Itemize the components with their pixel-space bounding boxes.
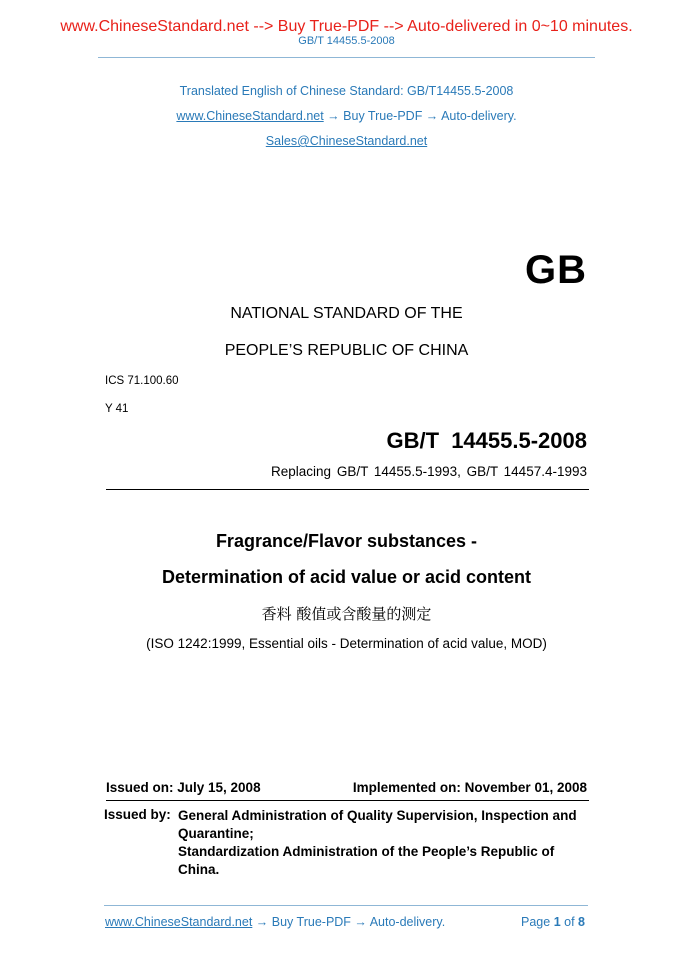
standard-number: GB/T 14455.5-2008 xyxy=(386,428,587,453)
issued-by-label: Issued by: xyxy=(104,807,171,822)
ics-code: ICS 71.100.60 xyxy=(105,375,179,387)
title-line2: Determination of acid value or acid content xyxy=(161,567,532,587)
standard-divider xyxy=(106,489,589,490)
footer-divider xyxy=(104,905,588,906)
issued-by-text xyxy=(178,807,590,879)
national-standard-line2: PEOPLE’S REPUBLIC OF CHINA xyxy=(224,342,469,359)
footer-delivery-text: → Buy True-PDF → Auto-delivery. xyxy=(252,915,446,929)
title-line1: Fragrance/Flavor substances - xyxy=(215,531,478,551)
replacing-text: Replacing GB/T 14455.5-1993, GB/T 14457.4-1993 xyxy=(271,464,587,479)
translated-line: Translated English of Chinese Standard: GB/T14455.5-2008 xyxy=(179,84,514,98)
issued-by-line: Standardization Administration of the People’s Republic of xyxy=(178,844,555,859)
issued-by-line: China. xyxy=(178,862,220,877)
issued-on: Issued on: July 15, 2008 xyxy=(106,780,261,795)
page-of: of xyxy=(564,915,575,929)
page-total: 8 xyxy=(578,915,585,929)
ccs-code: Y 41 xyxy=(105,403,129,415)
header-divider xyxy=(98,57,595,58)
promo-banner[interactable]: www.ChineseStandard.net --> Buy True-PDF --> Auto-delivered in 0~10 minutes. xyxy=(60,18,633,35)
page-indicator xyxy=(521,915,585,929)
sales-email-link[interactable]: Sales@ChineseStandard.net xyxy=(265,134,428,148)
national-standard-line1: NATIONAL STANDARD OF THE xyxy=(230,305,463,322)
title-chinese: 香料 酸值或含酸量的测定 xyxy=(261,605,432,623)
site-delivery-line xyxy=(0,109,693,123)
issued-by-line: Quarantine; xyxy=(178,826,254,841)
dates-divider xyxy=(106,800,589,801)
site-link[interactable]: www.ChineseStandard.net xyxy=(176,109,324,123)
delivery-text: → Buy True-PDF → Auto-delivery. xyxy=(323,109,517,123)
gb-logo: GB xyxy=(525,248,587,292)
sales-email-line xyxy=(0,134,693,148)
issued-by-line: General Administration of Quality Supervision, Inspection and xyxy=(178,808,577,823)
footer-site-link[interactable]: www.ChineseStandard.net xyxy=(105,915,253,929)
page-label: Page xyxy=(521,915,551,929)
iso-reference: (ISO 1242:1999, Essential oils - Determination of acid value, MOD) xyxy=(146,636,547,651)
implemented-on: Implemented on: November 01, 2008 xyxy=(352,780,587,795)
header-document-id: GB/T 14455.5-2008 xyxy=(298,35,395,47)
dates-row xyxy=(106,780,589,795)
footer-links xyxy=(105,915,445,929)
page-current: 1 xyxy=(553,915,561,929)
